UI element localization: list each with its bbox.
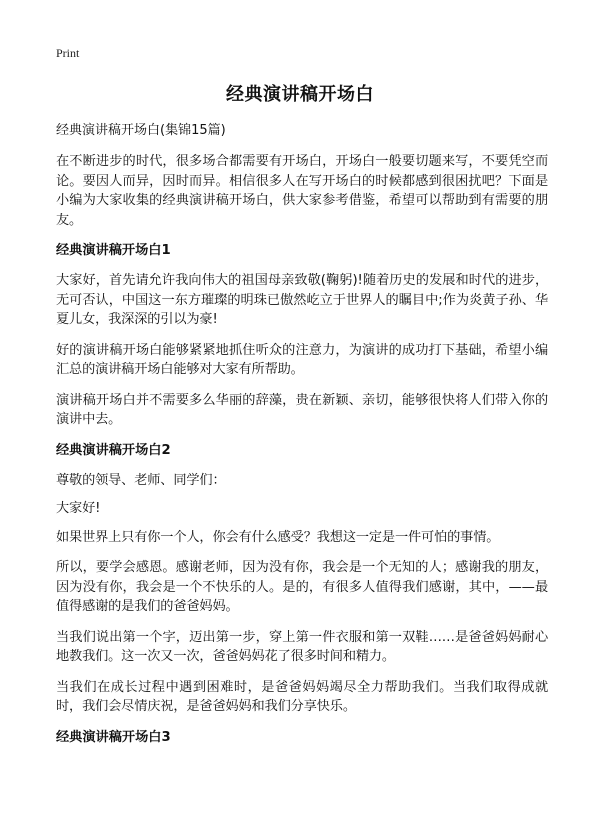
section-paragraph: 当我们说出第一个字，迈出第一步，穿上第一件衣服和第一双鞋……是爸爸妈妈耐心地教我们。这一次又一次，爸爸妈妈花了很多时间和精力。 <box>56 629 548 664</box>
intro-paragraph: 在不断进步的时代，很多场合都需要有开场白，开场白一般要切题来写，不要凭空而论。要因人而异，因时而异。相信很多人在写开场白的时候都感到很困扰吧？下面是小编为大家收集的经典演讲稿开场白，供大家参考借鉴，希望可以帮助到有需要的朋友。 <box>56 154 548 228</box>
section-heading: 经典演讲稿开场白2 <box>56 442 171 458</box>
section-paragraph: 演讲稿开场白并不需要多么华丽的辞藻，贵在新颖、亲切，能够很快将人们带入你的演讲中去。 <box>56 392 548 427</box>
section-heading: 经典演讲稿开场白3 <box>56 729 171 745</box>
section-paragraph: 大家好，首先请允许我向伟大的祖国母亲致敬(鞠躬)!随着历史的发展和时代的进步，无可否认，中国这一东方璀璨的明珠已傲然屹立于世界人的瞩目中;作为炎黄子孙、华夏儿女，我深深的引以为豪! <box>56 273 548 327</box>
section-paragraph: 所以，要学会感恩。感谢老师，因为没有你，我会是一个无知的人；感谢我的朋友，因为没有你，我会是一个不快乐的人。是的，有很多人值得我们感谢，其中，——最值得感谢的是我们的爸爸妈妈。 <box>56 560 548 614</box>
document-body <box>56 122 548 758</box>
section-1 <box>56 241 548 430</box>
section-paragraph: 大家好! <box>56 501 101 516</box>
print-link[interactable]: Print <box>56 46 80 60</box>
section-heading: 经典演讲稿开场白1 <box>56 243 171 258</box>
section-paragraph: 如果世界上只有你一个人，你会有什么感受？我想这一定是一件可怕的事情。 <box>56 529 500 545</box>
document-subtitle: 经典演讲稿开场白(集锦15篇) <box>56 123 226 138</box>
document-title: 经典演讲稿开场白 <box>226 84 374 105</box>
section-paragraph: 好的演讲稿开场白能够紧紧地抓住听众的注意力，为演讲的成功打下基础，希望小编汇总的演讲稿开场白能够对大家有所帮助。 <box>56 342 548 377</box>
section-paragraph: 尊敬的领导、老师、同学们： <box>56 472 226 488</box>
section-2 <box>56 441 548 717</box>
section-3 <box>56 728 548 747</box>
section-paragraph: 当我们在成长过程中遇到困难时，是爸爸妈妈竭尽全力帮助我们。当我们取得成就时，我们会尽情庆祝，是爸爸妈妈和我们分享快乐。 <box>56 679 548 714</box>
